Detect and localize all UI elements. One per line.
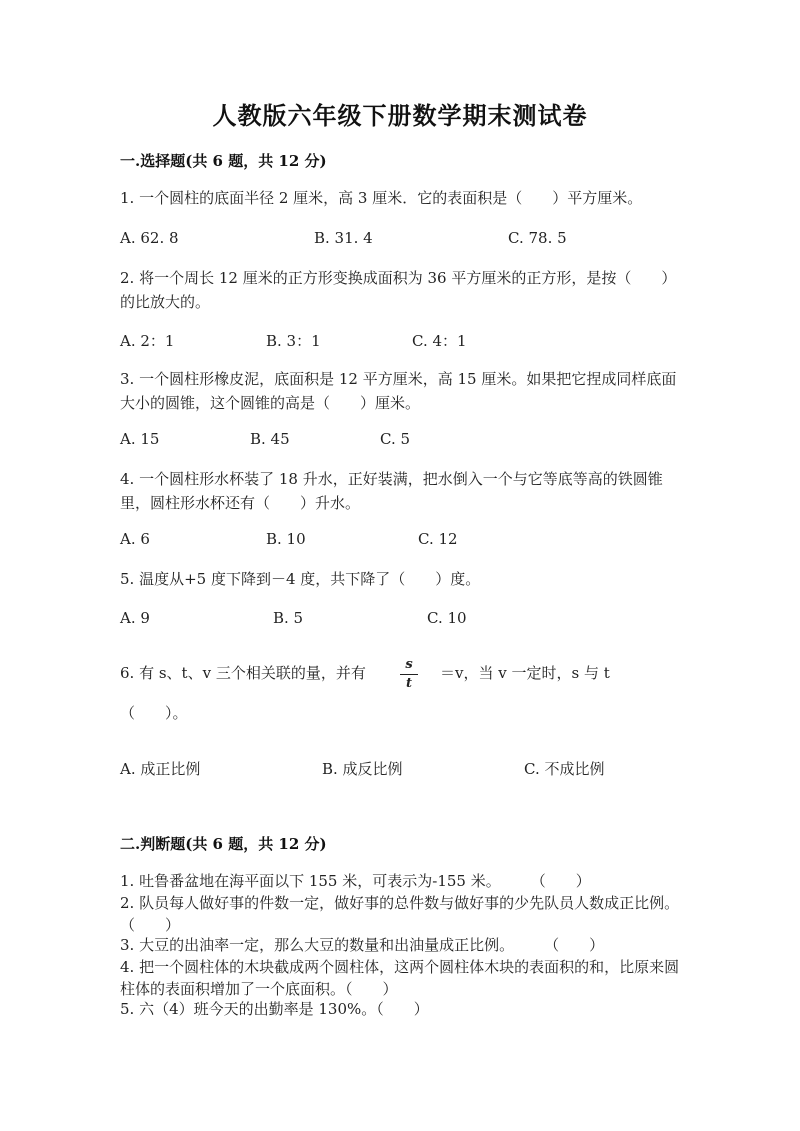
option-6c: C. 不成比例 bbox=[524, 760, 605, 778]
option-4c: C. 12 bbox=[418, 530, 458, 548]
fraction-bar bbox=[400, 674, 418, 675]
option-5a: A. 9 bbox=[120, 609, 150, 627]
section-heading-judgement: 二.判断题(共 6 题，共 12 分) bbox=[120, 835, 327, 853]
judgement-item-5: 5. 六（4）班今天的出勤率是 130%。（ ） bbox=[120, 1000, 429, 1018]
option-1a: A. 62. 8 bbox=[120, 229, 179, 247]
option-4a: A. 6 bbox=[120, 530, 150, 548]
fraction-numerator: s bbox=[405, 657, 413, 672]
question-6-blank: （ ）。 bbox=[120, 704, 188, 722]
option-3a: A. 15 bbox=[120, 430, 160, 448]
option-2b: B. 3：1 bbox=[266, 332, 321, 350]
option-6b: B. 成反比例 bbox=[322, 760, 403, 778]
option-6a: A. 成正比例 bbox=[120, 760, 201, 778]
fraction-denominator: t bbox=[405, 676, 412, 691]
judgement-item-1: 1. 吐鲁番盆地在海平面以下 155 米，可表示为-155 米。 （ ） bbox=[120, 872, 591, 890]
question-2: 2. 将一个周长 12 厘米的正方形变换成面积为 36 平方厘米的正方形，是按（ ）的比放大的。 bbox=[120, 269, 677, 311]
question-6-text-before: 6. 有 s、t、v 三个相关联的量，并有 bbox=[120, 664, 366, 682]
page-title: 人教版六年级下册数学期末测试卷 bbox=[212, 101, 588, 130]
option-5c: C. 10 bbox=[427, 609, 467, 627]
option-3b: B. 45 bbox=[250, 430, 290, 448]
judgement-item-2: 2. 队员每人做好事的件数一定，做好事的总件数与做好事的少先队员人数成正比例。 （ ） bbox=[120, 894, 717, 934]
question-1: 1. 一个圆柱的底面半径 2 厘米，高 3 厘米．它的表面积是（ ）平方厘米。 bbox=[120, 189, 643, 207]
option-1b: B. 31. 4 bbox=[314, 229, 373, 247]
option-1c: C. 78. 5 bbox=[508, 229, 567, 247]
option-2a: A. 2：1 bbox=[120, 332, 175, 350]
option-2c: C. 4：1 bbox=[412, 332, 467, 350]
judgement-item-4: 4. 把一个圆柱体的木块截成两个圆柱体，这两个圆柱体木块的表面积的和，比原来圆柱体的表面积增加了一个底面积。（ ） bbox=[120, 958, 680, 998]
judgement-item-3: 3. 大豆的出油率一定，那么大豆的数量和出油量成正比例。 （ ） bbox=[120, 936, 605, 954]
section-heading-choice: 一.选择题(共 6 题，共 12 分) bbox=[120, 152, 327, 170]
fraction-s-over-t bbox=[400, 658, 418, 691]
question-5: 5. 温度从+5 度下降到－4 度，共下降了（ ）度。 bbox=[120, 570, 481, 588]
question-3: 3. 一个圆柱形橡皮泥，底面积是 12 平方厘米，高 15 厘米。如果把它捏成同样底面大小的圆锥，这个圆锥的高是（ ）厘米。 bbox=[120, 370, 677, 412]
option-3c: C. 5 bbox=[380, 430, 411, 448]
option-4b: B. 10 bbox=[266, 530, 306, 548]
question-6-text-after: ＝v，当 v 一定时，s 与 t bbox=[440, 664, 610, 682]
option-5b: B. 5 bbox=[273, 609, 304, 627]
question-4: 4. 一个圆柱形水杯装了 18 升水，正好装满，把水倒入一个与它等底等高的铁圆锥里，圆柱形水杯还有（ ）升水。 bbox=[120, 470, 663, 512]
